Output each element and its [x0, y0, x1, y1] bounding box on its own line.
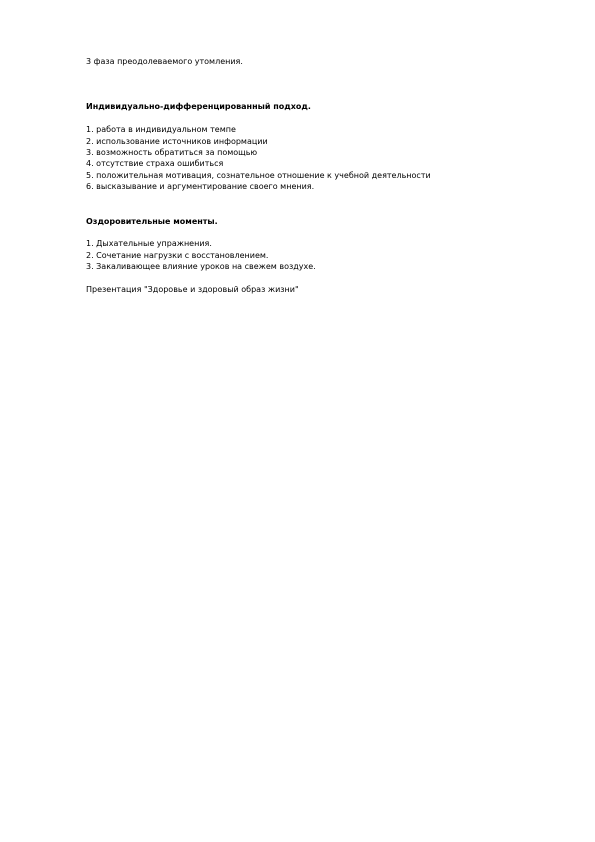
document-body: [86, 56, 556, 295]
list-item: 2. Сочетание нагрузки с восстановлением.: [86, 250, 269, 260]
individual-approach-list: [86, 124, 556, 192]
section-heading-health-moments: Оздоровительные моменты.: [86, 216, 218, 226]
list-item: 5. положительная мотивация, сознательное отношение к учебной деятельности: [86, 170, 431, 180]
section-heading-individual-approach: Индивидуально-дифференцированный подход.: [86, 102, 311, 112]
list-item: 1. Дыхательные упражнения.: [86, 239, 212, 249]
list-item: 4. отсутствие страха ошибиться: [86, 159, 224, 169]
list-item: 6. высказывание и аргументирование своего мнения.: [86, 182, 315, 192]
list-item: 3. возможность обратиться за помощью: [86, 148, 258, 158]
list-item: 1. работа в индивидуальном темпе: [86, 125, 236, 135]
list-item: 2. использование источников информации: [86, 136, 268, 146]
list-item: 3. Закаливающее влияние уроков на свежем воздухе.: [86, 262, 316, 272]
spacer: [86, 113, 556, 124]
spacer: [86, 227, 556, 238]
intro-line: 3 фаза преодолеваемого утомления.: [86, 57, 243, 66]
spacer: [86, 193, 556, 216]
presentation-line: Презентация "Здоровье и здоровый образ жизни": [86, 285, 299, 295]
health-moments-list: [86, 238, 556, 272]
spacer: [86, 67, 556, 101]
spacer: [86, 273, 556, 284]
